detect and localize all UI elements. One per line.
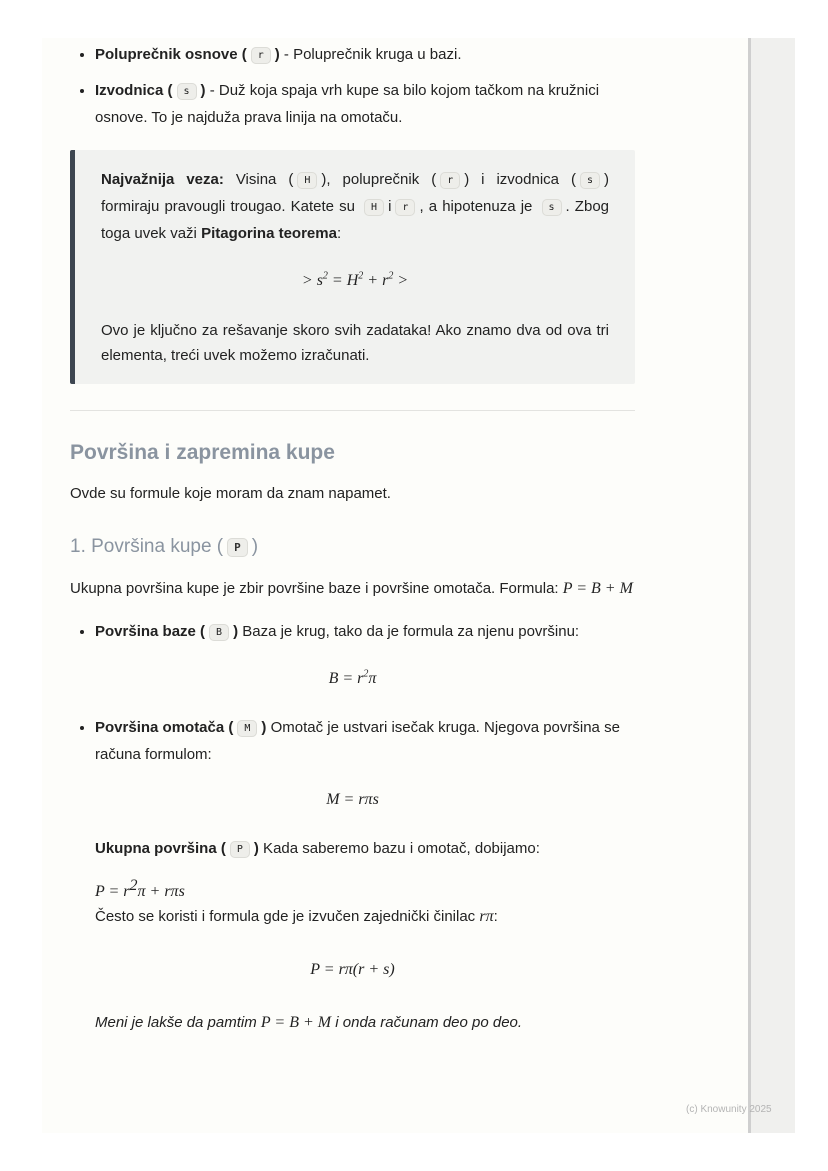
list-item — [95, 78, 635, 130]
formula-part: + r — [363, 272, 389, 289]
formula-list — [70, 619, 635, 1035]
formula-part: P = r — [95, 883, 130, 900]
right-margin-bar — [748, 38, 795, 1133]
note-text: ), poluprečnik ( — [321, 171, 437, 188]
inline-code: H — [297, 172, 317, 189]
remark-text: Meni je lakše da pamtim — [95, 1014, 261, 1031]
final-remark — [95, 1010, 635, 1035]
term-label: Površina omotača ( — [95, 719, 234, 736]
term-text: Kada saberemo bazu i omotač, dobijamo: — [258, 840, 540, 857]
omotac-formula: M = rπs — [326, 791, 379, 808]
note-closing: Ovo je ključno za rešavanje skoro svih zadataka! Ako znamo dva od ova tri elementa, treći uvek možemo izračunati. — [101, 322, 609, 364]
subsection-title-text: 1. Površina kupe ( — [70, 536, 224, 557]
note-bold: Pitagorina teorema — [201, 225, 337, 242]
note-text: ) formiraju pravougli trougao. Katete su — [101, 171, 609, 215]
term-close: ) — [253, 840, 259, 857]
formula-sup: 2 — [363, 668, 369, 680]
inline-code: r — [395, 199, 415, 216]
formula-sup: 2 — [129, 877, 138, 894]
inline-code: r — [251, 47, 271, 64]
inline-formula: rπ — [479, 908, 494, 925]
callout-note — [70, 150, 635, 384]
total-line2 — [95, 904, 635, 929]
term-close: ) — [233, 623, 239, 640]
term-close: ) — [274, 46, 280, 63]
inline-formula: P = B + M — [260, 1014, 332, 1031]
formula-sup: 2 — [322, 270, 328, 282]
note-text: , a hipotenuza je — [419, 198, 533, 215]
formula-part: B = r — [328, 670, 364, 687]
list-item — [95, 619, 635, 691]
line-text: : — [493, 908, 498, 925]
total-formula — [95, 879, 635, 904]
list-item — [95, 42, 635, 69]
formula-part: > — [393, 272, 409, 289]
definition-paragraph — [70, 576, 635, 601]
definition-list — [70, 42, 635, 130]
note-text: i — [388, 198, 392, 215]
formula-part: π — [368, 670, 377, 687]
inline-code: r — [440, 172, 460, 189]
inline-code: s — [177, 83, 197, 100]
note-lead: Najvažnija veza: — [101, 171, 224, 188]
inline-code: B — [209, 624, 229, 641]
term-label: Površina baze ( — [95, 623, 206, 640]
formula-part: = H — [327, 272, 359, 289]
note-text: . Zbog toga uvek važi — [101, 198, 610, 242]
paragraph-text: Ukupna površina kupe je zbir površine baze i površine omotača. Formula: — [70, 580, 563, 597]
term-close: ) — [200, 82, 206, 99]
line-text: Često se koristi i formula gde je izvučen zajednički činilac — [95, 908, 480, 925]
inline-code: s — [580, 172, 600, 189]
note-text: ) i izvodnica ( — [464, 171, 576, 188]
base-formula — [70, 666, 635, 691]
list-item — [95, 715, 635, 812]
section-divider — [70, 410, 635, 411]
term-label: Poluprečnik osnove ( — [95, 46, 247, 63]
factored-formula: P = rπ(r + s) — [310, 961, 395, 978]
term-label: Ukupna površina ( — [95, 840, 226, 857]
inline-code: M — [237, 720, 257, 737]
term-text: - Poluprečnik kruga u bazi. — [279, 46, 462, 63]
pythagoras-formula — [101, 272, 609, 290]
list-item — [95, 836, 635, 1035]
watermark: (c) Knowunity 2025 — [686, 1104, 772, 1115]
formula-part: π + rπs — [137, 883, 185, 900]
term-text: Baza je krug, tako da je formula za njenu površinu: — [238, 623, 580, 640]
subsection-title — [70, 534, 635, 562]
term-close: ) — [261, 719, 267, 736]
formula-part: > s — [301, 272, 323, 289]
formula-sup: 2 — [388, 270, 394, 282]
term-label: Izvodnica ( — [95, 82, 173, 99]
term-text: - Duž koja spaja vrh kupe sa bilo kojom tačkom na kružnici osnove. To je najduža prava linija na omotaču. — [95, 82, 600, 126]
remark-text: i onda računam deo po deo. — [331, 1014, 523, 1031]
term-text: Omotač je ustvari isečak kruga. Njegova površina se računa formulom: — [95, 719, 620, 763]
note-text: : — [336, 225, 342, 242]
note-text: Visina ( — [223, 171, 294, 188]
inline-code: P — [230, 841, 250, 858]
section-title: Površina i zapremina kupe — [70, 441, 335, 464]
inline-code: P — [227, 538, 248, 557]
formula-sup: 2 — [358, 270, 364, 282]
subsection-title-close: ) — [251, 536, 259, 557]
inline-code: s — [542, 199, 562, 216]
note-paragraph — [101, 167, 609, 246]
inline-formula: P = B + M — [562, 580, 633, 597]
section-intro: Ovde su formule koje moram da znam napamet. — [70, 485, 391, 502]
inline-code: H — [364, 199, 384, 216]
document-content — [70, 38, 635, 1044]
